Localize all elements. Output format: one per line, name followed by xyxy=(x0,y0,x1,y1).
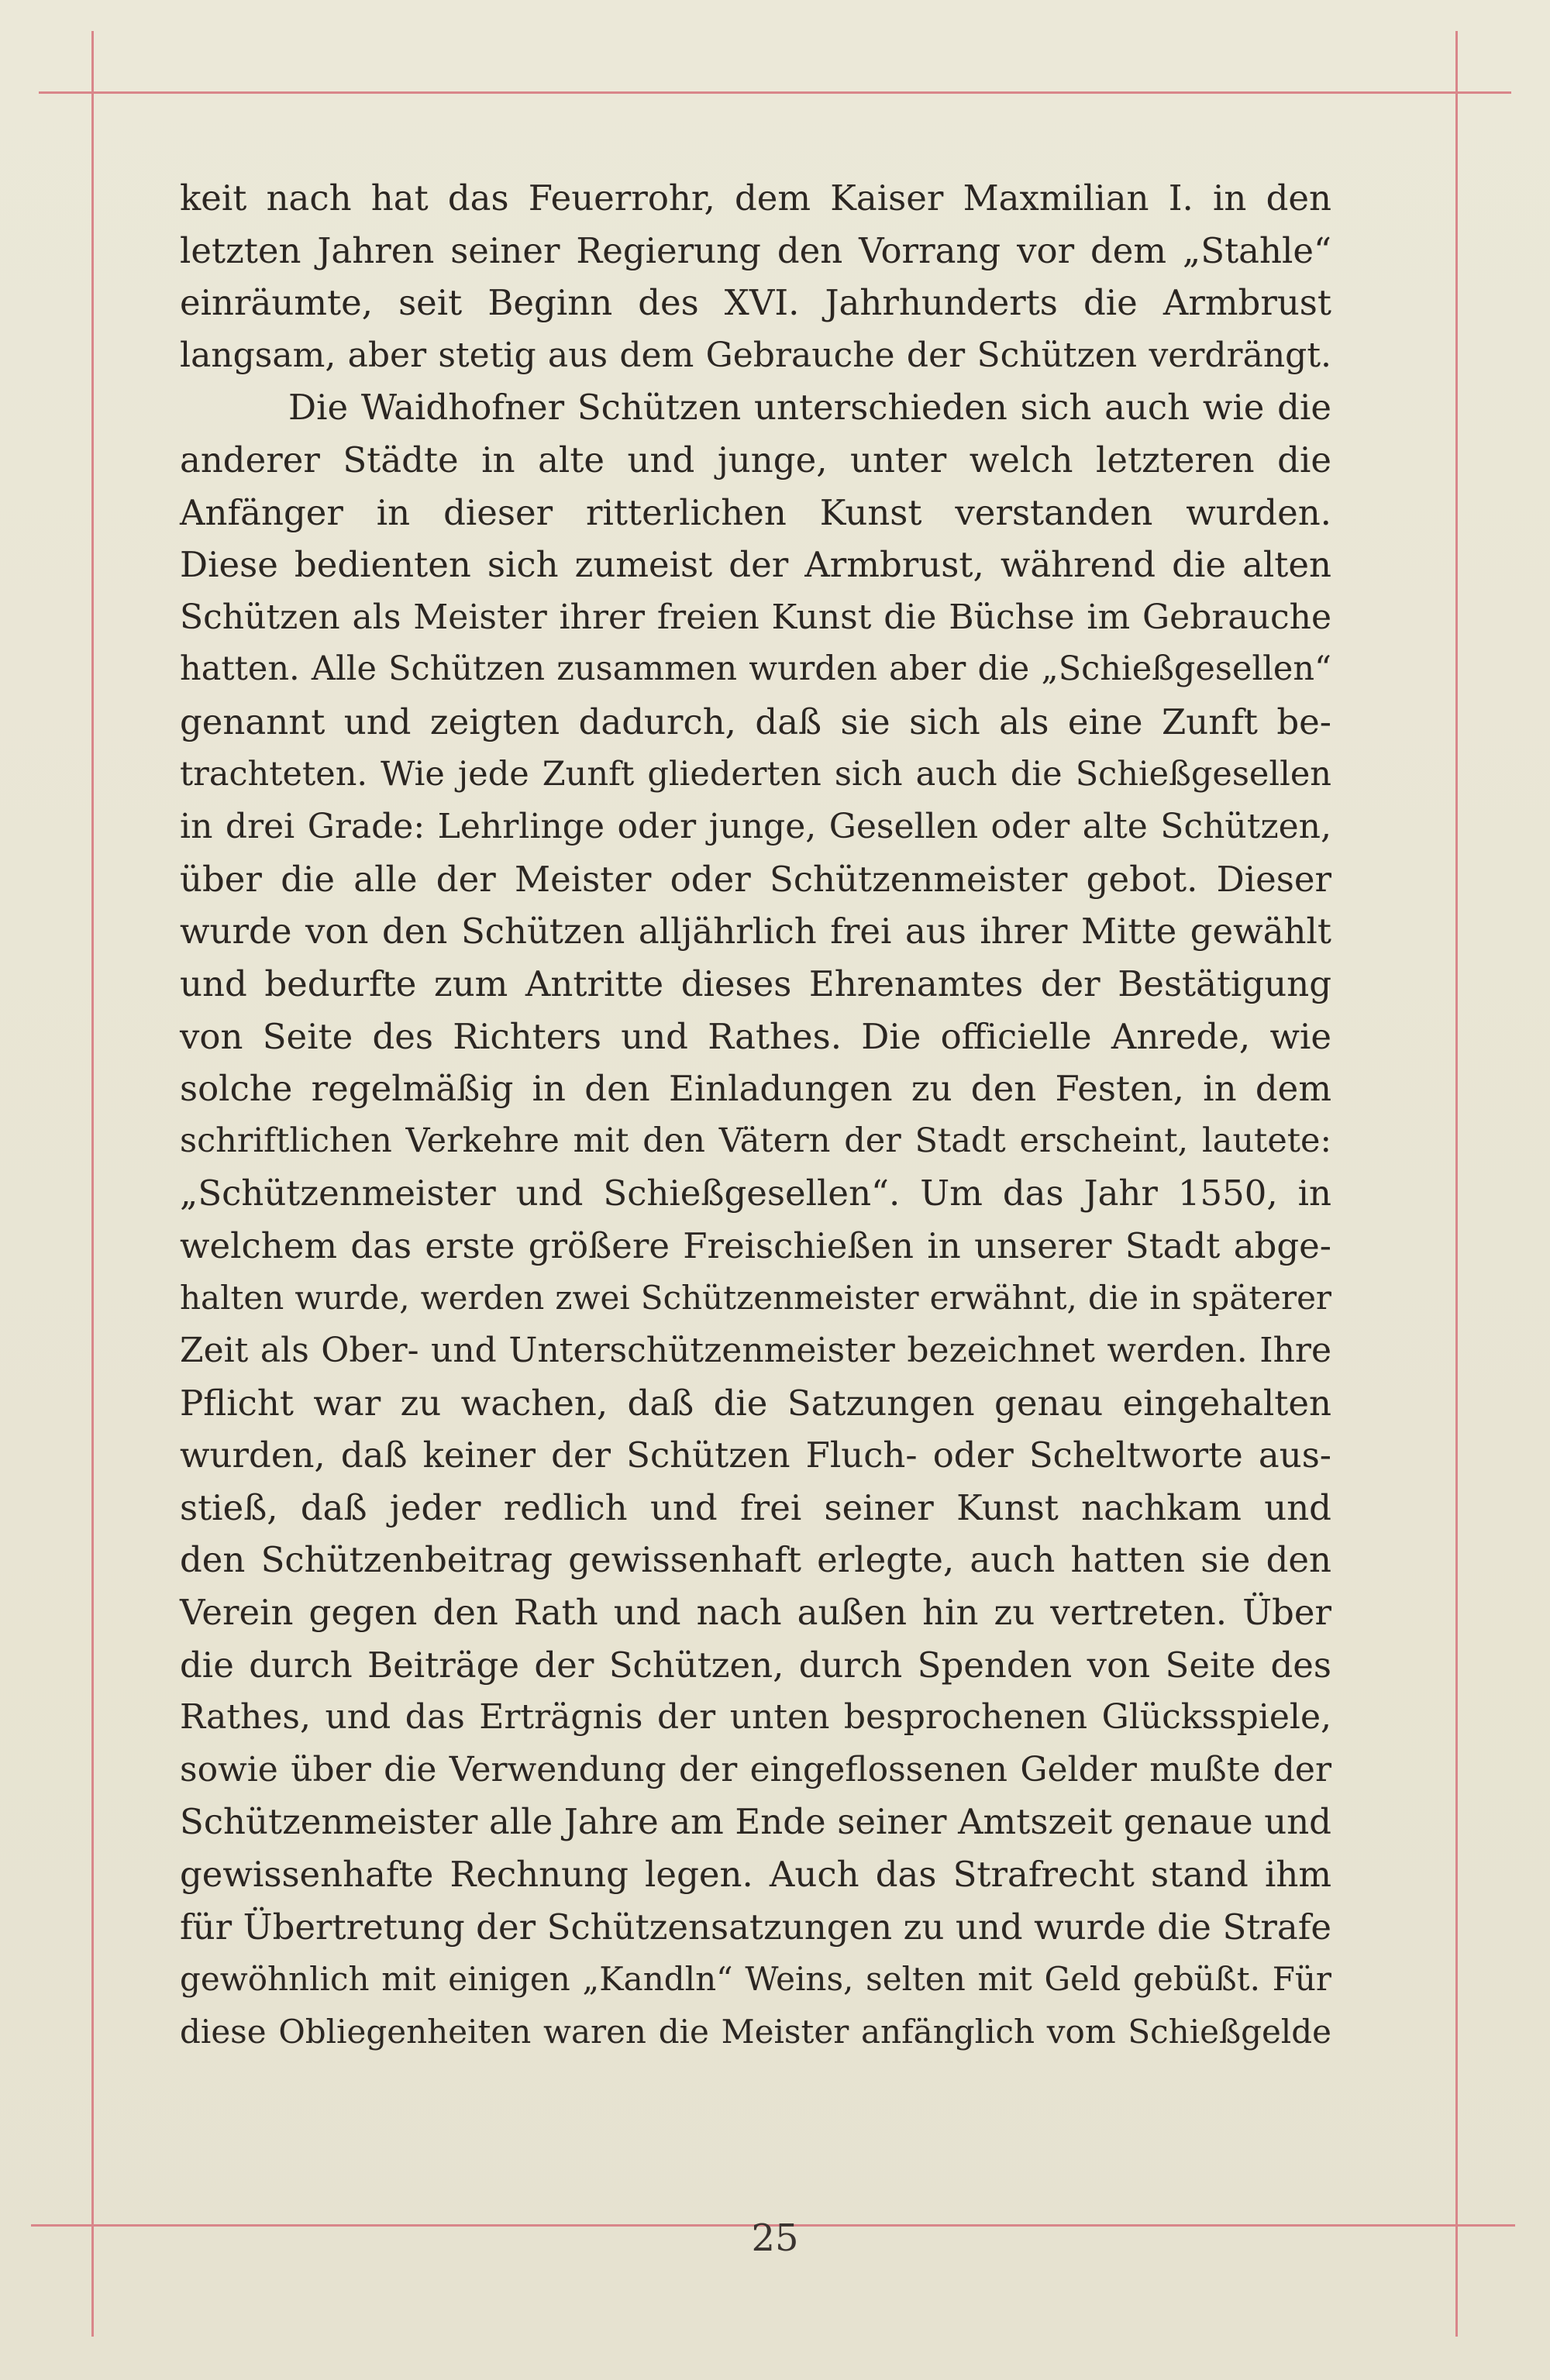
text-line: letzten Jahren seiner Regierung den Vorrang vor dem „Stahle“ xyxy=(180,229,1331,271)
text-line: anderer Städte in alte und junge, unter welch letzteren die xyxy=(180,439,1331,480)
text-line: Schützenmeister alle Jahre am Ende seiner Amtszeit genaue und xyxy=(180,1801,1331,1843)
text-line: diese Obliegenheiten waren die Meister anfänglich vom Schießgelde xyxy=(180,2012,1331,2051)
text-line: stieß, daß jeder redlich und frei seiner Kunst nachkam und xyxy=(180,1486,1331,1528)
frame-left-rule xyxy=(91,31,94,2337)
text-line: die durch Beiträge der Schützen, durch Spenden von Seite des xyxy=(180,1644,1331,1686)
text-line: gewöhnlich mit einigen „Kandln“ Weins, selten mit Geld gebüßt. Für xyxy=(180,1960,1331,1999)
text-line: Zeit als Ober- und Unterschützenmeister bezeichnet werden. Ihre xyxy=(180,1331,1331,1371)
text-line: wurden, daß keiner der Schützen Fluch- oder Scheltworte aus- xyxy=(180,1435,1331,1476)
text-line: für Übertretung der Schützensatzungen zu und wurde die Strafe xyxy=(180,1906,1331,1948)
text-line: solche regelmäßig in den Einladungen zu den Festen, in dem xyxy=(180,1068,1331,1110)
text-line: halten wurde, werden zwei Schützenmeister erwähnt, die in späterer xyxy=(180,1279,1331,1317)
text-line: hatten. Alle Schützen zusammen wurden aber die „Schießgesellen“ xyxy=(180,649,1331,689)
frame-right-rule xyxy=(1455,31,1458,2337)
text-line: Pflicht war zu wachen, daß die Satzungen genau eingehalten xyxy=(180,1382,1331,1424)
text-line: gewissenhafte Rechnung legen. Auch das Strafrecht stand ihm xyxy=(180,1854,1331,1895)
text-line: langsam, aber stetig aus dem Gebrauche der Schützen verdrängt. xyxy=(180,335,1331,375)
text-line: wurde von den Schützen alljährlich frei aus ihrer Mitte gewählt xyxy=(180,911,1331,952)
text-line: Anfänger in dieser ritterlichen Kunst verstanden wurden. xyxy=(180,491,1331,533)
text-line: keit nach hat das Feuerrohr, dem Kaiser Maxmilian I. in den xyxy=(180,177,1331,219)
text-line: in drei Grade: Lehrlinge oder junge, Gesellen oder alte Schützen, xyxy=(180,807,1331,847)
text-line: schriftlichen Verkehre mit den Vätern der Stadt erscheint, lautete: xyxy=(180,1121,1331,1160)
text-line: sowie über die Verwendung der eingeflossenen Gelder mußte der xyxy=(180,1749,1331,1789)
text-line: den Schützenbeitrag gewissenhaft erlegte, auch hatten sie den xyxy=(180,1539,1331,1581)
text-line: Verein gegen den Rath und nach außen hin zu vertreten. Über xyxy=(180,1592,1331,1634)
text-line: über die alle der Meister oder Schützenmeister gebot. Dieser xyxy=(180,858,1331,900)
page-number: 25 xyxy=(751,2216,799,2260)
text-line: Rathes, und das Erträgnis der unten besprochenen Glücksspiele, xyxy=(180,1697,1331,1738)
text-line: „Schützenmeister und Schießgesellen“. Um das Jahr 1550, in xyxy=(180,1173,1331,1214)
text-line: trachteten. Wie jede Zunft gliederten sich auch die Schießgesellen xyxy=(180,754,1331,794)
text-line: Diese bedienten sich zumeist der Armbrust, während die alten xyxy=(180,544,1331,586)
text-line: welchem das erste größere Freischießen in unserer Stadt abge- xyxy=(180,1224,1331,1266)
text-line: einräumte, seit Beginn des XVI. Jahrhunderts die Armbrust xyxy=(180,282,1331,324)
frame-top-rule xyxy=(39,91,1511,94)
body-text xyxy=(180,172,1331,2058)
text-line: Die Waidhofner Schützen unterschieden sich auch wie die xyxy=(288,387,1331,429)
text-line: von Seite des Richters und Rathes. Die officielle Anrede, wie xyxy=(180,1015,1331,1057)
text-line: Schützen als Meister ihrer freien Kunst die Büchse im Gebrauche xyxy=(180,597,1331,637)
text-line: genannt und zeigten dadurch, daß sie sich als eine Zunft be- xyxy=(180,701,1331,742)
text-line: und bedurfte zum Antritte dieses Ehrenamtes der Bestätigung xyxy=(180,963,1331,1004)
